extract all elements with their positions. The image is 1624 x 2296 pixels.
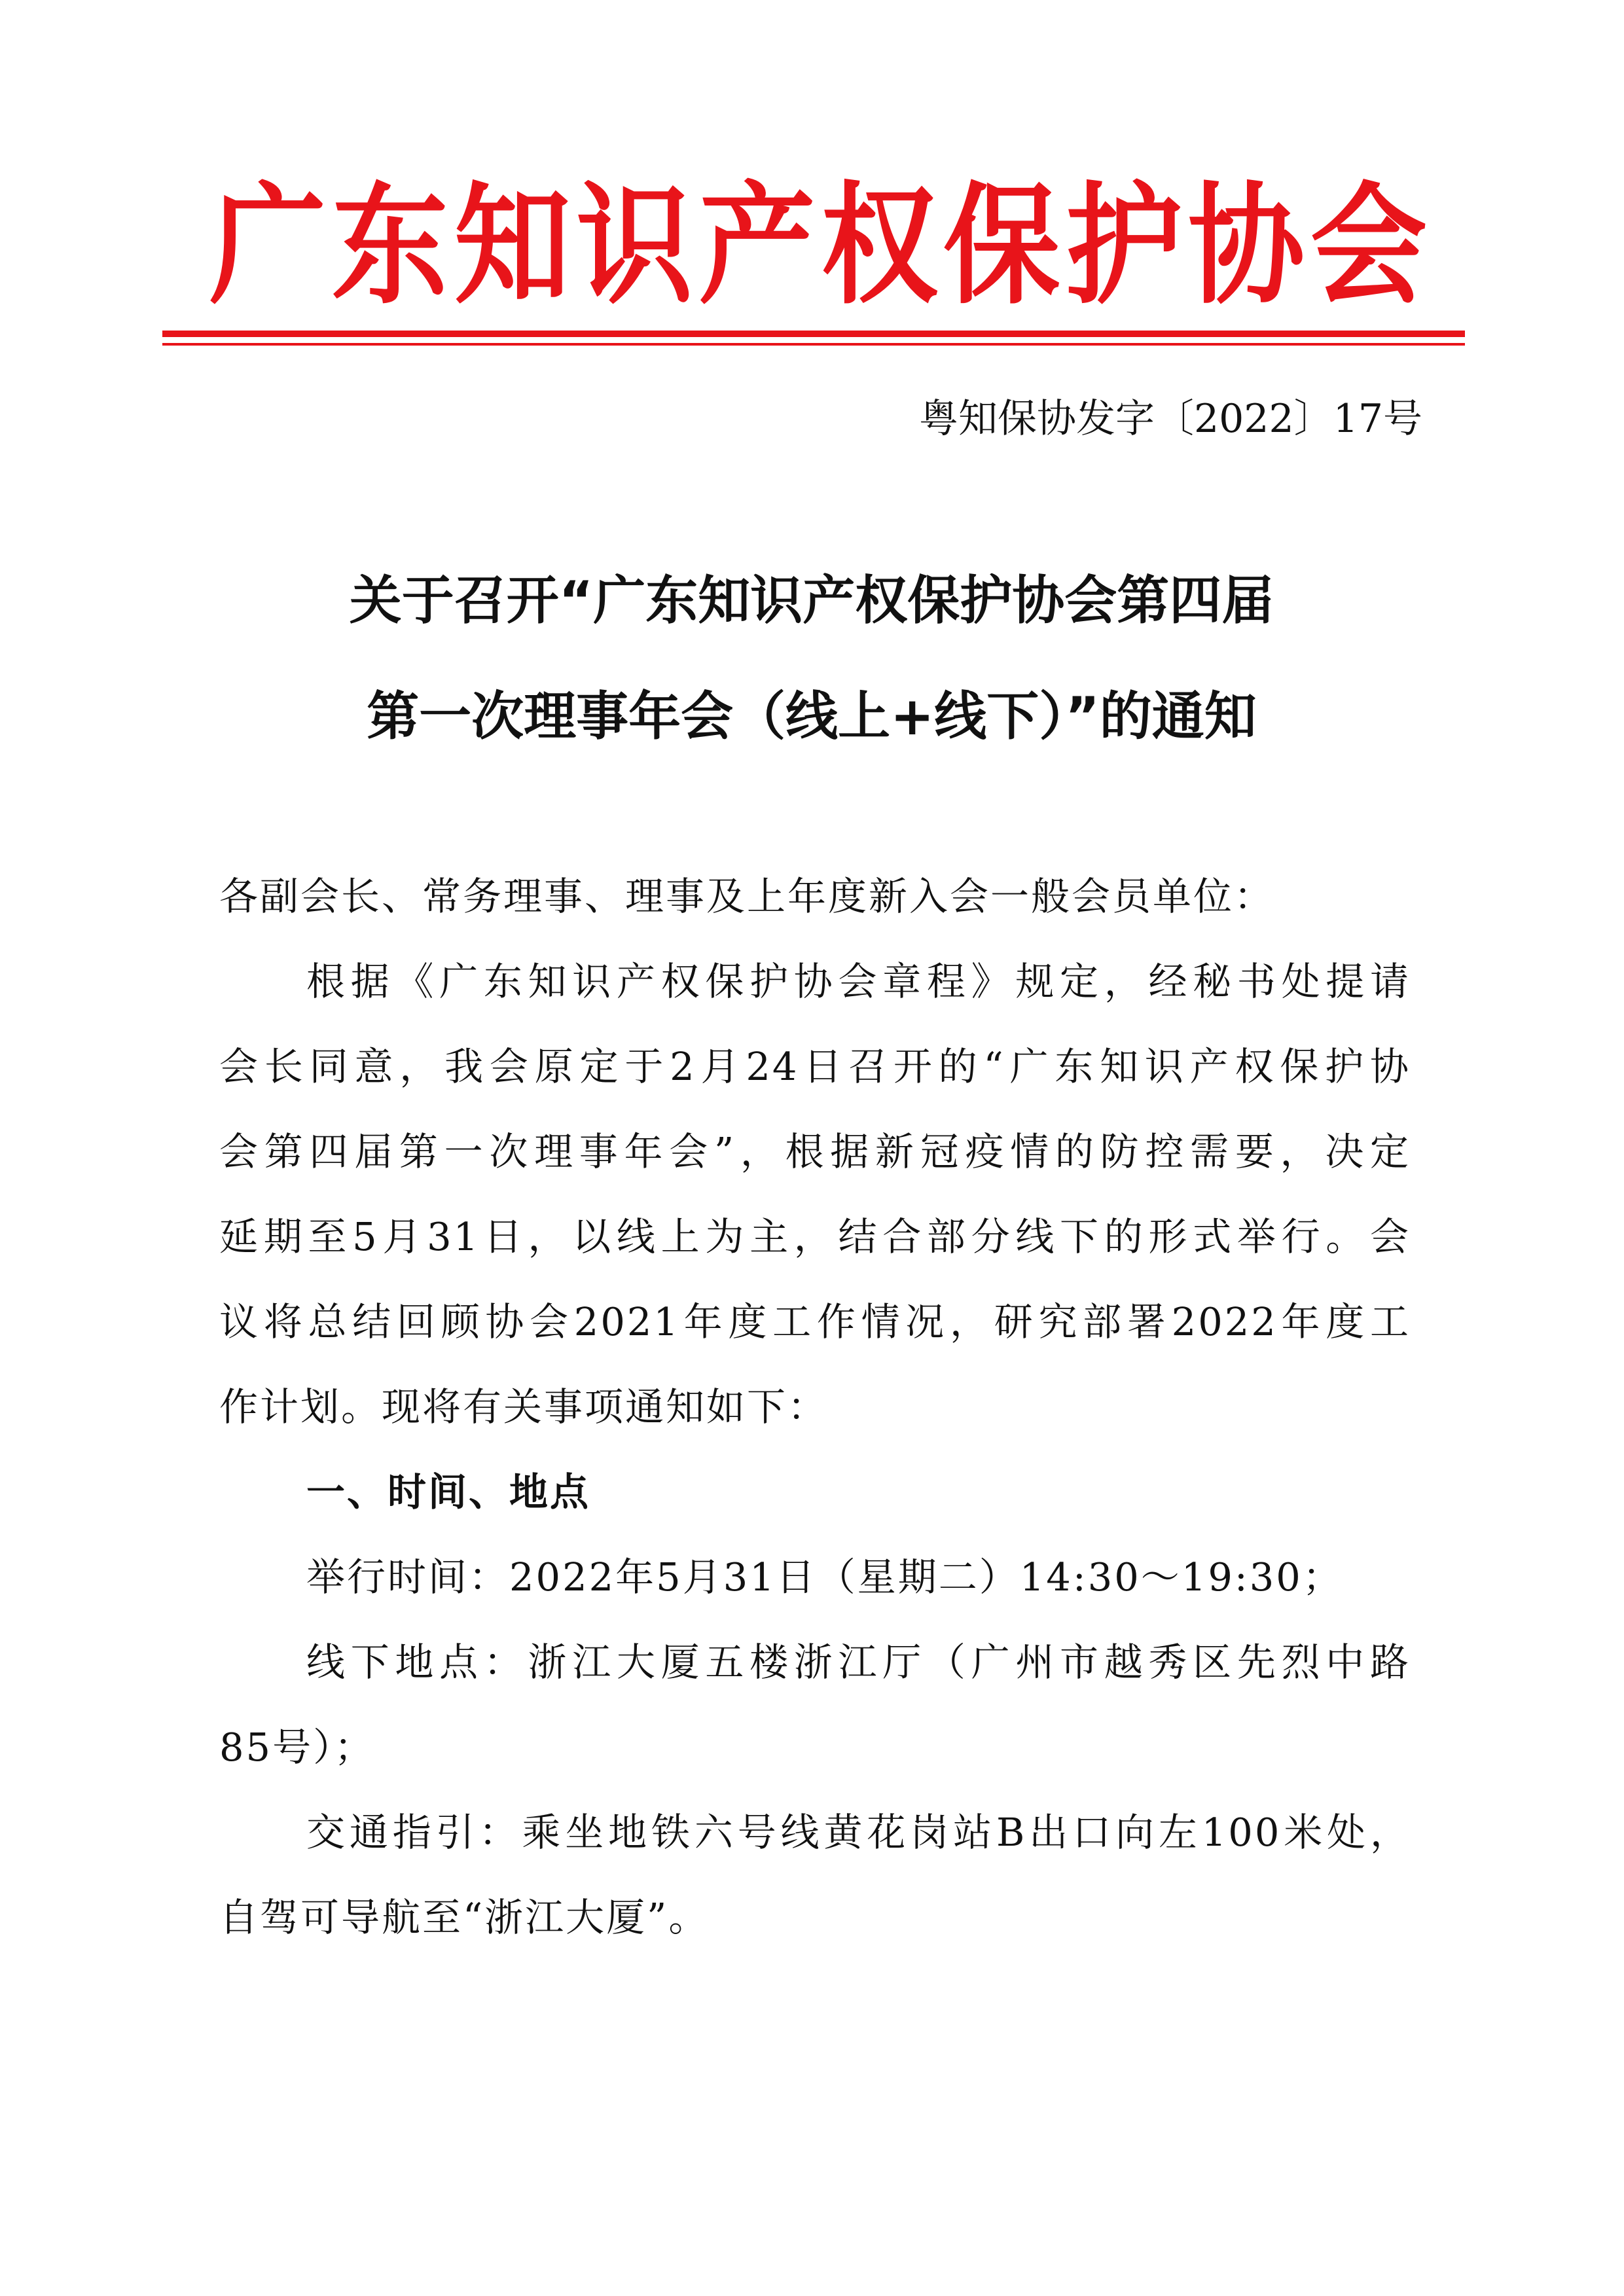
document-title-line-2: 第一次理事年会（线上+线下）”的通知 xyxy=(367,686,1257,747)
paragraph-line: 议将总结回顾协会2021年度工作情况，研究部署2022年度工 xyxy=(219,1299,1411,1344)
transport-line: 交通指引：乘坐地铁六号线黄花岗站B出口向左100米处， xyxy=(306,1810,1411,1855)
letterhead-char: 知 xyxy=(454,168,571,322)
letterhead-rule-thin xyxy=(162,343,1465,346)
salutation: 各副会长、常务理事、理事及上年度新入会一般会员单位： xyxy=(219,874,1275,919)
document-title-line-1: 关于召开“广东知识产权保护协会第四届 xyxy=(349,570,1274,631)
letterhead-char: 护 xyxy=(1066,168,1183,322)
letterhead-char: 东 xyxy=(331,168,448,322)
transport-line: 自驾可导航至“浙江大厦”。 xyxy=(219,1895,710,1940)
paragraph-line: 作计划。现将有关事项通知如下： xyxy=(219,1384,829,1429)
document-number: 粤知保协发字〔2022〕17号 xyxy=(918,396,1422,442)
letterhead-char: 产 xyxy=(698,168,816,322)
letterhead-char: 广 xyxy=(209,168,326,322)
venue-line: 线下地点：浙江大厦五楼浙江厅（广州市越秀区先烈中路 xyxy=(306,1640,1411,1685)
paragraph-line: 延期至5月31日，以线上为主，结合部分线下的形式举行。会 xyxy=(219,1214,1411,1259)
letterhead-char: 会 xyxy=(1310,168,1427,322)
letterhead-title xyxy=(209,167,1427,324)
paragraph-line: 会第四届第一次理事年会”，根据新冠疫情的防控需要，决定 xyxy=(219,1129,1411,1174)
letterhead-rule-thick xyxy=(162,331,1465,337)
letterhead-char: 协 xyxy=(1188,168,1305,322)
paragraph-line: 会长同意，我会原定于2月24日召开的“广东知识产权保护协 xyxy=(219,1044,1411,1089)
meeting-time: 举行时间：2022年5月31日（星期二）14:30～19:30； xyxy=(306,1554,1343,1600)
letterhead-char: 保 xyxy=(943,168,1060,322)
venue-line: 85号）； xyxy=(219,1725,375,1770)
letterhead-char: 识 xyxy=(576,168,693,322)
letterhead-char: 权 xyxy=(821,168,938,322)
paragraph-line: 根据《广东知识产权保护协会章程》规定，经秘书处提请 xyxy=(306,959,1411,1004)
section-heading: 一、时间、地点 xyxy=(306,1469,591,1515)
